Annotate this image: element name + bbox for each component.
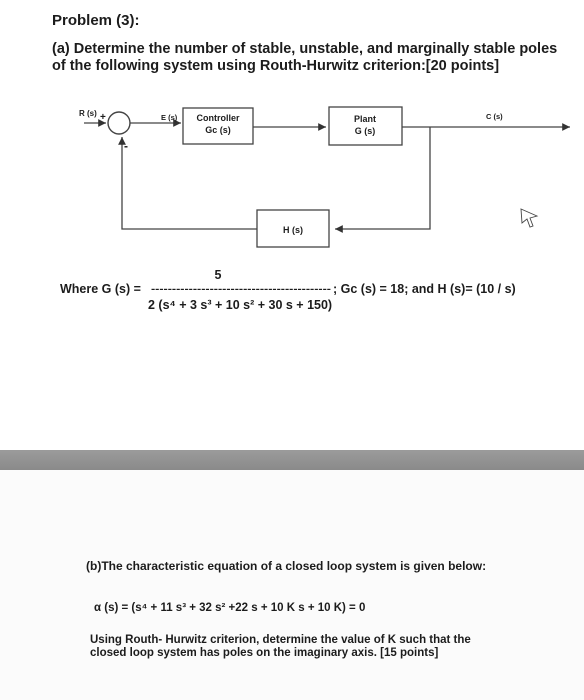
feedback-label: H (s) (283, 225, 303, 235)
where-prefix: Where G (s) = (60, 282, 141, 296)
controller-label: Controller (196, 113, 240, 123)
error-label: E (s) (161, 113, 178, 122)
feedback-path-left (122, 137, 257, 229)
problem-title: Problem (3): (52, 12, 140, 29)
plant-function: G (s) (354, 126, 376, 136)
characteristic-equation: α (s) = (s⁴ + 11 s³ + 32 s² +22 s + 10 K s + 10 K) = 0 (94, 602, 366, 614)
part-b-instruction-line-1: Using Routh- Hurwitz criterion, determine the value of K such that the (90, 634, 471, 646)
part-b-heading: (b)The characteristic equation of a closed loop system is given below: (86, 559, 487, 573)
fraction-dashes: ------------------------------------------- (151, 284, 331, 295)
input-label: R (s) (79, 109, 97, 118)
minus-sign: - (124, 139, 128, 153)
part-a-line-1: (a) Determine the number of stable, unstable, and marginally stable poles (52, 41, 558, 57)
part-b-panel (0, 470, 584, 700)
section-separator (0, 450, 584, 470)
mouse-cursor-icon (521, 209, 537, 227)
summing-junction (108, 112, 130, 134)
plus-sign: + (100, 112, 106, 123)
g-denominator: 2 (s⁴ + 3 s³ + 10 s² + 30 s + 150) (148, 298, 333, 312)
output-label: C (s) (486, 112, 503, 121)
equation-suffix: ; Gc (s) = 18; and H (s)= (10 / s) (333, 282, 516, 296)
g-numerator: 5 (214, 268, 222, 282)
plant-label: Plant (353, 114, 377, 124)
controller-function: Gc (s) (205, 125, 231, 135)
part-b-instruction-line-2: closed loop system has poles on the imaginary axis. [15 points] (90, 647, 439, 659)
part-a-line-2: of the following system using Routh-Hurwitz criterion:[20 points] (52, 58, 500, 74)
